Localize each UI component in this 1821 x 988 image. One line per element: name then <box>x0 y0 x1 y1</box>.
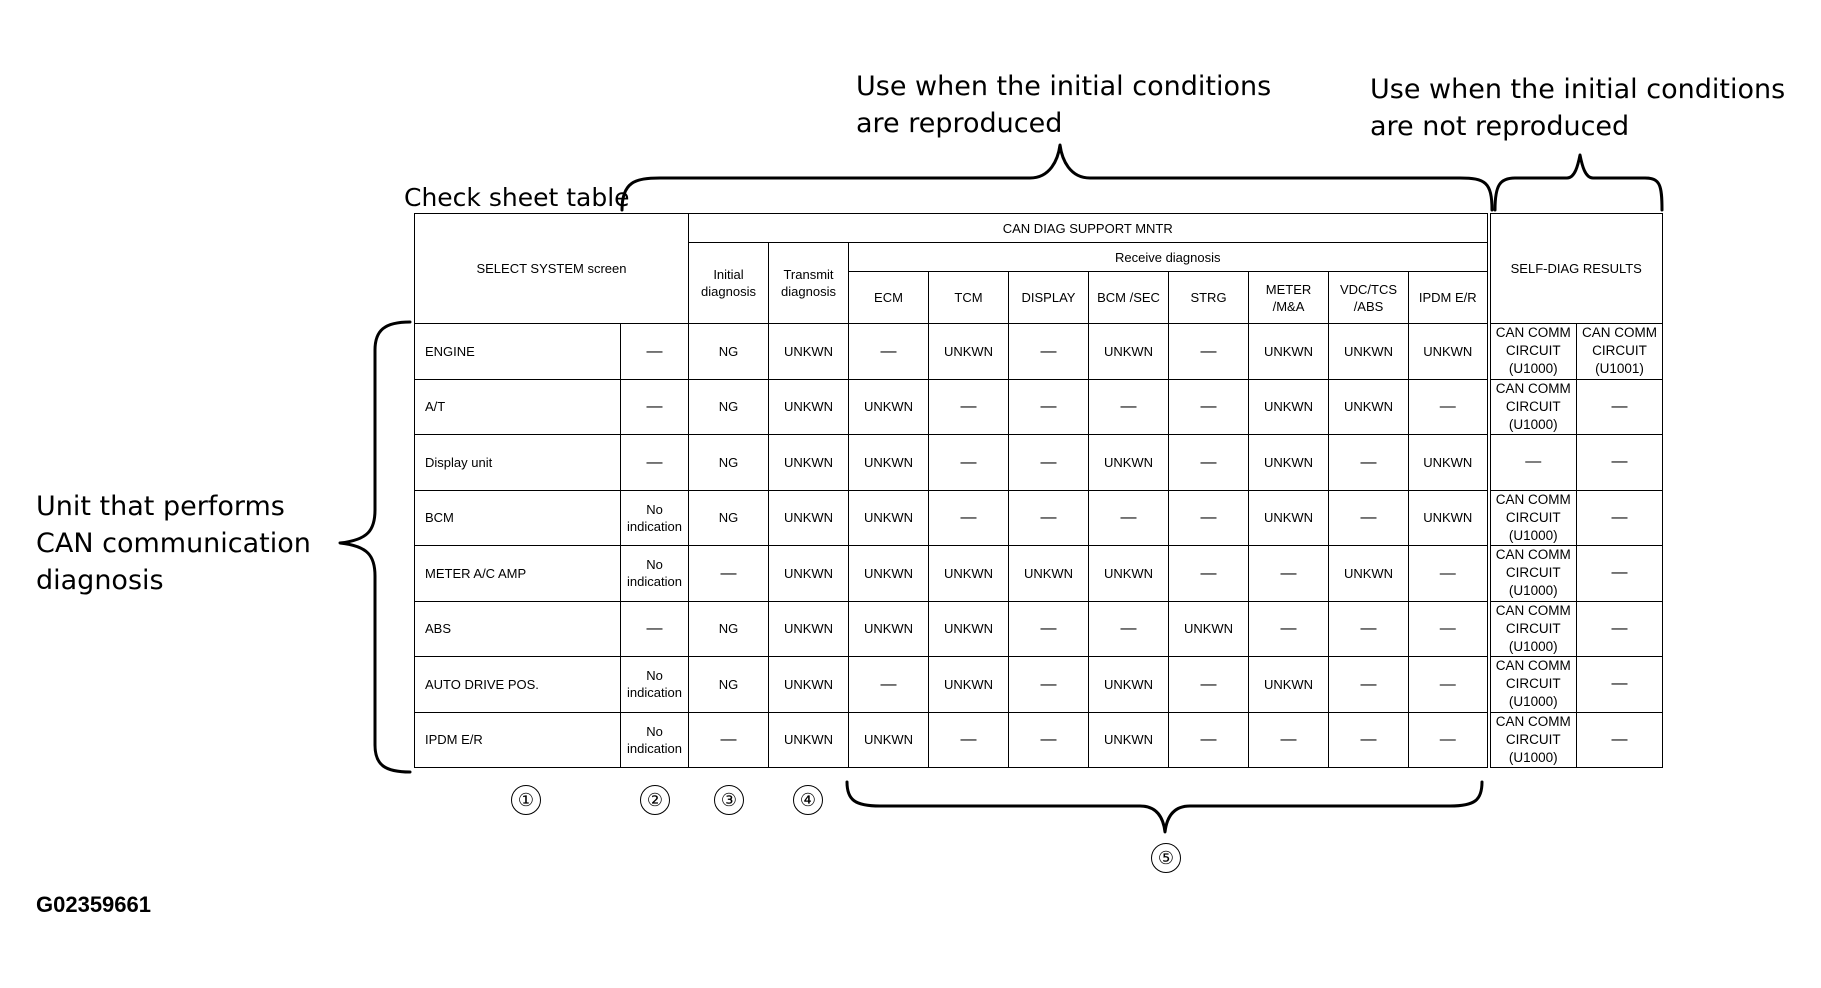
receive-diagnosis-value: UNKWN <box>1089 435 1169 491</box>
receive-diagnosis-value: — <box>1249 601 1329 657</box>
table-row <box>415 435 1663 491</box>
receive-diagnosis-value: UNKWN <box>1329 546 1409 602</box>
receive-diagnosis-value: — <box>1089 490 1169 546</box>
initial-diagnosis-value: — <box>689 712 769 768</box>
check-sheet-label: Check sheet table <box>404 183 630 212</box>
receive-diagnosis-value: — <box>1249 712 1329 768</box>
receive-diagnosis-value: — <box>1169 490 1249 546</box>
annotation-line: are not reproduced <box>1370 111 1630 142</box>
receive-diagnosis-value: UNKWN <box>1409 324 1489 380</box>
marker-4 <box>793 785 823 815</box>
receive-diagnosis-value: — <box>1329 657 1409 713</box>
transmit-diagnosis-value: UNKWN <box>769 601 849 657</box>
select-system-value: No indication <box>621 657 689 713</box>
self-diag-result: — <box>1577 601 1663 657</box>
self-diag-result: — <box>1577 490 1663 546</box>
annotation-line: Use when the initial conditions <box>856 71 1272 102</box>
table-row <box>415 657 1663 713</box>
header-receive-unit: ECM <box>849 272 929 324</box>
table-row <box>415 546 1663 602</box>
self-diag-result: — <box>1577 712 1663 768</box>
receive-diagnosis-value: — <box>929 379 1009 435</box>
header-receive-unit: IPDM E/R <box>1409 272 1489 324</box>
receive-diagnosis-value: — <box>929 712 1009 768</box>
receive-diagnosis-value: UNKWN <box>1089 657 1169 713</box>
receive-diagnosis-value: — <box>1409 712 1489 768</box>
annotation-not-reproduced <box>1370 71 1785 145</box>
receive-diagnosis-value: UNKWN <box>929 657 1009 713</box>
initial-diagnosis-value: NG <box>689 490 769 546</box>
receive-diagnosis-value: UNKWN <box>1169 601 1249 657</box>
receive-diagnosis-value: UNKWN <box>849 490 929 546</box>
self-diag-result: — <box>1577 435 1663 491</box>
unit-name: METER A/C AMP <box>415 546 621 602</box>
receive-diagnosis-value: UNKWN <box>1409 490 1489 546</box>
receive-diagnosis-value: UNKWN <box>1089 712 1169 768</box>
select-system-value: No indication <box>621 546 689 602</box>
header-receive-unit: DISPLAY <box>1009 272 1089 324</box>
brace-units <box>340 322 410 772</box>
unit-name: BCM <box>415 490 621 546</box>
self-diag-result: CAN COMM CIRCUIT (U1000) <box>1489 546 1577 602</box>
receive-diagnosis-value: — <box>1009 324 1089 380</box>
header-receive-unit: STRG <box>1169 272 1249 324</box>
initial-diagnosis-value: NG <box>689 601 769 657</box>
receive-diagnosis-value: — <box>849 657 929 713</box>
receive-diagnosis-value: — <box>1169 546 1249 602</box>
marker-label: ① <box>511 785 541 815</box>
initial-diagnosis-value: — <box>689 546 769 602</box>
self-diag-result: — <box>1577 546 1663 602</box>
transmit-diagnosis-value: UNKWN <box>769 712 849 768</box>
unit-name: ABS <box>415 601 621 657</box>
receive-diagnosis-value: — <box>1009 435 1089 491</box>
receive-diagnosis-value: — <box>1329 601 1409 657</box>
receive-diagnosis-value: — <box>1009 490 1089 546</box>
self-diag-result: CAN COMM CIRCUIT (U1000) <box>1489 324 1577 380</box>
receive-diagnosis-value: — <box>1009 601 1089 657</box>
header-self-diag: SELF-DIAG RESULTS <box>1489 214 1663 324</box>
receive-diagnosis-value: UNKWN <box>1249 490 1329 546</box>
receive-diagnosis-value: — <box>849 324 929 380</box>
header-initial: Initial diagnosis <box>689 243 769 324</box>
self-diag-result: CAN COMM CIRCUIT (U1000) <box>1489 490 1577 546</box>
header-receive-unit: METER /M&A <box>1249 272 1329 324</box>
receive-diagnosis-value: — <box>1009 379 1089 435</box>
annotation-line: diagnosis <box>36 565 164 596</box>
initial-diagnosis-value: NG <box>689 379 769 435</box>
marker-label: ② <box>640 785 670 815</box>
annotation-line: are reproduced <box>856 108 1063 139</box>
receive-diagnosis-value: — <box>1329 490 1409 546</box>
receive-diagnosis-value: UNKWN <box>929 546 1009 602</box>
transmit-diagnosis-value: UNKWN <box>769 324 849 380</box>
receive-diagnosis-value: — <box>1009 657 1089 713</box>
receive-diagnosis-value: UNKWN <box>1249 657 1329 713</box>
receive-diagnosis-value: UNKWN <box>1249 324 1329 380</box>
receive-diagnosis-value: — <box>1409 379 1489 435</box>
brace-receive <box>847 782 1482 832</box>
receive-diagnosis-value: UNKWN <box>1249 435 1329 491</box>
self-diag-result: CAN COMM CIRCUIT (U1000) <box>1489 601 1577 657</box>
unit-name: Display unit <box>415 435 621 491</box>
receive-diagnosis-value: — <box>1089 379 1169 435</box>
receive-diagnosis-value: — <box>1409 546 1489 602</box>
receive-diagnosis-value: — <box>929 435 1009 491</box>
receive-diagnosis-value: — <box>1169 712 1249 768</box>
receive-diagnosis-value: UNKWN <box>1409 435 1489 491</box>
receive-diagnosis-value: UNKWN <box>1009 546 1089 602</box>
header-transmit: Transmit diagnosis <box>769 243 849 324</box>
initial-diagnosis-value: NG <box>689 435 769 491</box>
marker-3 <box>714 785 744 815</box>
receive-diagnosis-value: — <box>1249 546 1329 602</box>
receive-diagnosis-value: UNKWN <box>849 379 929 435</box>
marker-label: ③ <box>714 785 744 815</box>
select-system-value: — <box>621 435 689 491</box>
annotation-reproduced <box>856 68 1271 142</box>
self-diag-result: CAN COMM CIRCUIT (U1001) <box>1577 324 1663 380</box>
header-receive-unit: BCM /SEC <box>1089 272 1169 324</box>
transmit-diagnosis-value: UNKWN <box>769 657 849 713</box>
self-diag-result: — <box>1577 379 1663 435</box>
brace-reproduced <box>622 145 1492 210</box>
receive-diagnosis-value: — <box>929 490 1009 546</box>
transmit-diagnosis-value: UNKWN <box>769 379 849 435</box>
transmit-diagnosis-value: UNKWN <box>769 490 849 546</box>
table-row <box>415 712 1663 768</box>
figure-code: G02359661 <box>36 892 151 917</box>
marker-label: ⑤ <box>1151 843 1181 873</box>
unit-name: IPDM E/R <box>415 712 621 768</box>
receive-diagnosis-value: UNKWN <box>929 601 1009 657</box>
receive-diagnosis-value: — <box>1169 324 1249 380</box>
header-can-diag: CAN DIAG SUPPORT MNTR <box>689 214 1489 243</box>
select-system-value: — <box>621 601 689 657</box>
header-row <box>415 214 1663 243</box>
self-diag-result: CAN COMM CIRCUIT (U1000) <box>1489 657 1577 713</box>
receive-diagnosis-value: UNKWN <box>1089 546 1169 602</box>
initial-diagnosis-value: NG <box>689 324 769 380</box>
initial-diagnosis-value: NG <box>689 657 769 713</box>
receive-diagnosis-value: UNKWN <box>849 435 929 491</box>
receive-diagnosis-value: — <box>1009 712 1089 768</box>
receive-diagnosis-value: UNKWN <box>849 546 929 602</box>
transmit-diagnosis-value: UNKWN <box>769 435 849 491</box>
receive-diagnosis-value: UNKWN <box>1329 324 1409 380</box>
receive-diagnosis-value: — <box>1329 712 1409 768</box>
receive-diagnosis-value: UNKWN <box>1329 379 1409 435</box>
unit-name: ENGINE <box>415 324 621 380</box>
select-system-value: No indication <box>621 490 689 546</box>
marker-5 <box>1151 843 1181 873</box>
self-diag-result: — <box>1577 657 1663 713</box>
select-system-value: — <box>621 379 689 435</box>
receive-diagnosis-value: UNKWN <box>849 601 929 657</box>
table-row <box>415 490 1663 546</box>
receive-diagnosis-value: — <box>1329 435 1409 491</box>
receive-diagnosis-value: UNKWN <box>1089 324 1169 380</box>
receive-diagnosis-value: — <box>1169 379 1249 435</box>
table-row <box>415 379 1663 435</box>
unit-name: A/T <box>415 379 621 435</box>
receive-diagnosis-value: — <box>1169 435 1249 491</box>
receive-diagnosis-value: — <box>1409 657 1489 713</box>
header-receive-unit: VDC/TCS /ABS <box>1329 272 1409 324</box>
receive-diagnosis-value: UNKWN <box>929 324 1009 380</box>
table-row <box>415 324 1663 380</box>
self-diag-result: CAN COMM CIRCUIT (U1000) <box>1489 712 1577 768</box>
header-receive-unit: TCM <box>929 272 1009 324</box>
transmit-diagnosis-value: UNKWN <box>769 546 849 602</box>
check-sheet-table <box>414 213 1663 768</box>
table-row <box>415 601 1663 657</box>
receive-diagnosis-value: — <box>1169 657 1249 713</box>
annotation-line: CAN communication <box>36 528 311 559</box>
unit-name: AUTO DRIVE POS. <box>415 657 621 713</box>
marker-label: ④ <box>793 785 823 815</box>
marker-1 <box>511 785 541 815</box>
receive-diagnosis-value: UNKWN <box>1249 379 1329 435</box>
receive-diagnosis-value: — <box>1089 601 1169 657</box>
marker-2 <box>640 785 670 815</box>
header-receive: Receive diagnosis <box>849 243 1489 272</box>
select-system-value: — <box>621 324 689 380</box>
annotation-unit-side <box>36 488 311 599</box>
receive-diagnosis-value: UNKWN <box>849 712 929 768</box>
select-system-value: No indication <box>621 712 689 768</box>
receive-diagnosis-value: — <box>1409 601 1489 657</box>
self-diag-result: CAN COMM CIRCUIT (U1000) <box>1489 379 1577 435</box>
brace-not-reproduced <box>1495 155 1662 210</box>
annotation-line: Unit that performs <box>36 491 285 522</box>
self-diag-result: — <box>1489 435 1577 491</box>
annotation-line: Use when the initial conditions <box>1370 74 1786 105</box>
header-select-system: SELECT SYSTEM screen <box>415 214 689 324</box>
